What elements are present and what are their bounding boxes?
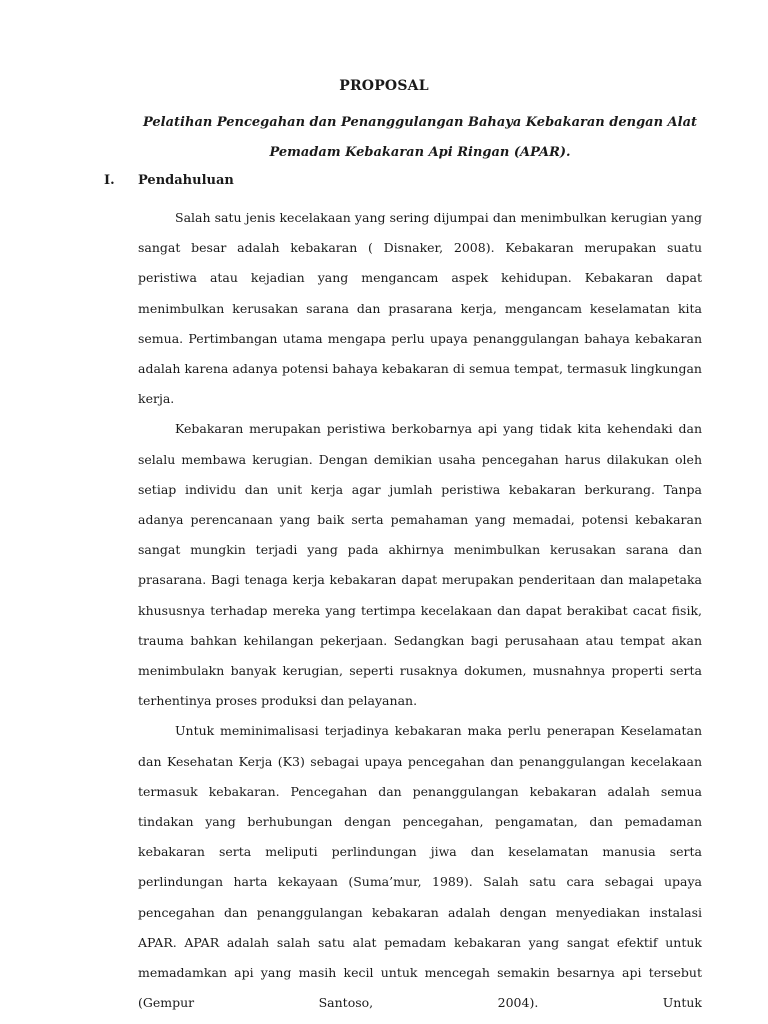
document-subtitle-line-2: Pemadam Kebakaran Api Ringan (APAR).	[269, 145, 571, 160]
section-heading: Pendahuluan	[138, 173, 234, 188]
document-title: PROPOSAL	[339, 78, 429, 94]
section-number: I.	[104, 173, 115, 188]
paragraph: Untuk meminimalisasi terjadinya kebakaran maka perlu penerapan Keselamatan dan Kesehatan Kerja (K3) sebagai upaya pencegahan dan penanggulangan kecelakaan termasuk kebakaran. Pencegahan dan penanggulangan kebakaran adalah semua tindakan yang berhubungan dengan pencegahan, pengamatan, dan pemadaman kebakaran serta meliputi perlindungan jiwa dan keselamatan manusia serta perlindungan harta kekayaan (Suma’mur, 1989). Salah satu cara sebagai upaya pencegahan dan penanggulangan kebakaran adalah dengan menyediakan instalasi APAR. APAR adalah salah satu alat pemadam kebakaran yang sangat efektif untuk memadamkan api yang masih kecil untuk mencegah semakin besarnya api tersebut (Gempur Santoso, 2004). Untuk	[138, 723, 702, 1011]
paragraph: Salah satu jenis kecelakaan yang sering dijumpai dan menimbulkan kerugian yang sangat besar adalah kebakaran ( Disnaker, 2008). Kebakaran merupakan suatu peristiwa atau kejadian yang mengancam aspek kehidupan. Kebakaran dapat menimbulkan kerusakan sarana dan prasarana kerja, mengancam keselamatan kita semua. Pertimbangan utama mengapa perlu upaya penanggulangan bahaya kebakaran adalah karena adanya potensi bahaya kebakaran di semua tempat, termasuk lingkungan kerja.	[138, 210, 702, 407]
paragraph: Kebakaran merupakan peristiwa berkobarnya api yang tidak kita kehendaki dan selalu membawa kerugian. Dengan demikian usaha pencegahan harus dilakukan oleh setiap individu dan unit kerja agar jumlah peristiwa kebakaran berkurang. Tanpa adanya perencanaan yang baik serta pemahaman yang memadai, potensi kebakaran sangat mungkin terjadi yang pada akhirnya menimbulkan kerusakan sarana dan prasarana. Bagi tenaga kerja kebakaran dapat merupakan penderitaan dan malapetaka khususnya terhadap mereka yang tertimpa kecelakaan dan dapat berakibat cacat fisik, trauma bahkan kehilangan pekerjaan. Sedangkan bagi perusahaan atau tempat akan menimbulakn banyak kerugian, seperti rusaknya dokumen, musnahnya properti serta terhentinya proses produksi dan pelayanan.	[138, 421, 702, 709]
document-subtitle-line-1: Pelatihan Pencegahan dan Penanggulangan Bahaya Kebakaran dengan Alat	[142, 115, 698, 130]
section-body	[138, 203, 702, 1018]
